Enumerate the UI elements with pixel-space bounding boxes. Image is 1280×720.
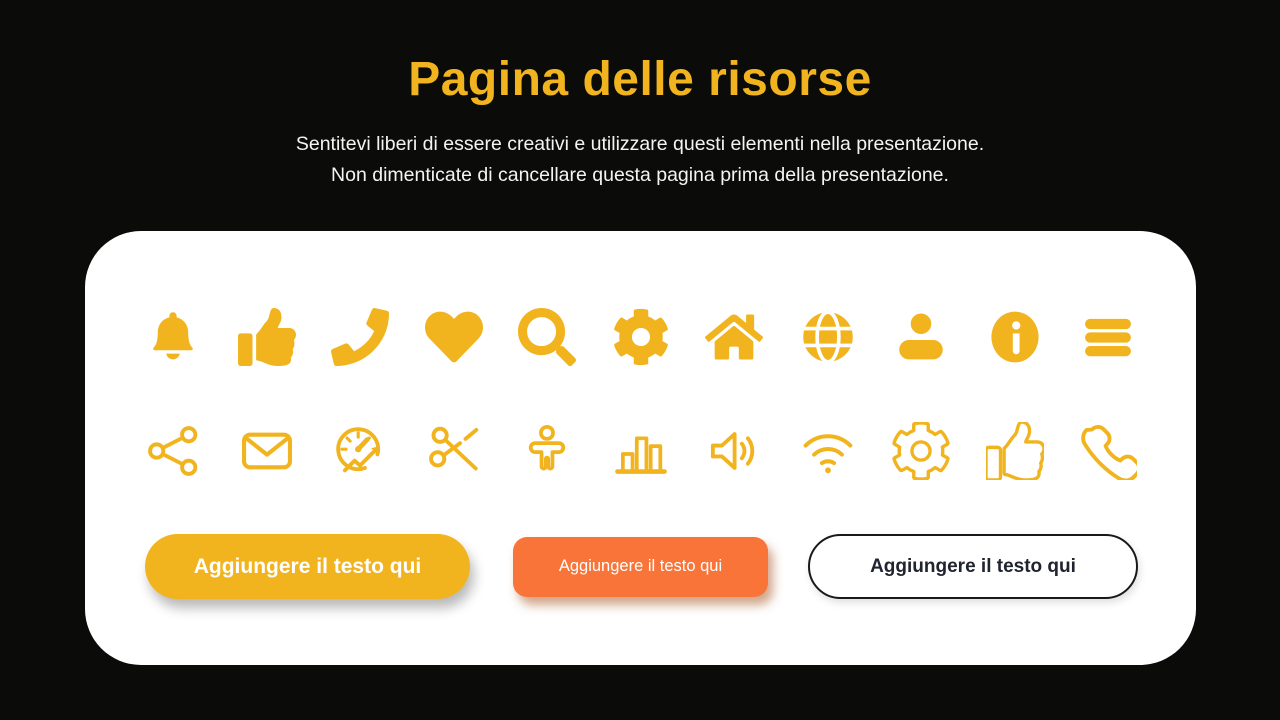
bell-icon	[141, 301, 205, 373]
add-text-button-solid-yellow[interactable]: Aggiungere il testo qui	[145, 534, 470, 599]
page-title: Pagina delle risorse	[408, 53, 872, 106]
hero-section	[0, 0, 1280, 191]
add-text-button-solid-orange[interactable]: Aggiungere il testo qui	[513, 537, 768, 597]
buttons-row	[145, 534, 1138, 599]
add-text-button-outline-white[interactable]: Aggiungere il testo qui	[808, 534, 1138, 599]
info-icon	[983, 301, 1047, 373]
subtitle-line-1: Sentitevi liberi di essere creativi e utilizzare questi elementi nella presentazione.	[295, 133, 985, 155]
mail-icon	[235, 415, 299, 487]
menu-icon	[1076, 301, 1140, 373]
share-icon	[141, 415, 205, 487]
speedometer-icon	[328, 415, 392, 487]
heart-icon	[422, 301, 486, 373]
wifi-icon	[796, 415, 860, 487]
gear-outline-icon	[889, 415, 953, 487]
subtitle-line-2: Non dimenticate di cancellare questa pagina prima della presentazione.	[331, 164, 949, 186]
phone-icon	[328, 301, 392, 373]
user-icon	[889, 301, 953, 373]
scissors-icon	[422, 415, 486, 487]
bar-chart-icon	[609, 415, 673, 487]
page-subtitle	[0, 129, 1280, 191]
globe-icon	[796, 301, 860, 373]
search-icon	[515, 301, 579, 373]
gear-icon	[609, 301, 673, 373]
solid-icons-row	[141, 301, 1140, 373]
home-icon	[702, 301, 766, 373]
resources-card	[85, 231, 1196, 665]
thumbs-up-outline-icon	[983, 415, 1047, 487]
outline-icons-row	[141, 415, 1140, 487]
thumbs-up-icon	[235, 301, 299, 373]
phone-outline-icon	[1076, 415, 1140, 487]
volume-icon	[702, 415, 766, 487]
person-icon	[515, 415, 579, 487]
